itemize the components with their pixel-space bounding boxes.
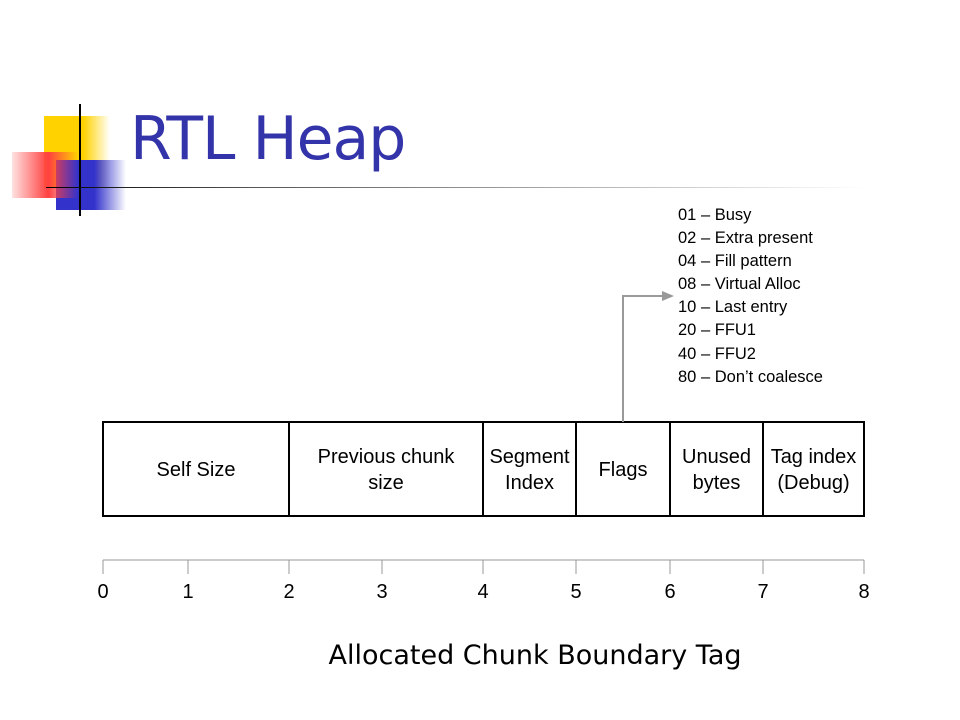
field-label: Unused xyxy=(682,446,751,468)
field-segment-index xyxy=(483,422,576,516)
tick-label: 6 xyxy=(664,581,676,603)
flag-item: 02 – Extra present xyxy=(678,229,813,248)
arrow-head xyxy=(662,291,674,301)
field-label: size xyxy=(368,472,404,494)
flag-item: 40 – FFU2 xyxy=(678,344,756,363)
tick-label: 3 xyxy=(376,581,388,603)
field-label: (Debug) xyxy=(777,472,850,494)
flag-item: 04 – Fill pattern xyxy=(678,252,792,271)
flag-item: 20 – FFU1 xyxy=(678,321,756,340)
tick-label: 0 xyxy=(97,581,109,603)
field-tag-index-debug xyxy=(763,422,864,516)
field-label: Flags xyxy=(598,459,648,481)
flags-arrow xyxy=(623,291,674,422)
field-unused-bytes xyxy=(670,422,763,516)
byte-axis xyxy=(97,560,869,603)
field-self-size xyxy=(103,422,289,516)
tick-label: 2 xyxy=(283,581,295,603)
flag-item: 80 – Don’t coalesce xyxy=(678,367,823,386)
field-previous-chunk-size xyxy=(289,422,483,516)
tick-label: 7 xyxy=(757,581,769,603)
field-label: bytes xyxy=(692,472,741,494)
page-title: RTL Heap xyxy=(130,104,406,174)
field-flags xyxy=(576,422,670,516)
tick-label: 4 xyxy=(477,581,489,603)
field-box xyxy=(483,422,576,516)
field-box xyxy=(763,422,864,516)
tick-label: 5 xyxy=(570,581,582,603)
field-label: Self Size xyxy=(156,459,236,481)
field-box xyxy=(289,422,483,516)
flag-item: 08 – Virtual Alloc xyxy=(678,275,801,294)
tick-label: 1 xyxy=(182,581,194,603)
flag-item: 10 – Last entry xyxy=(678,298,788,317)
flag-item: 01 – Busy xyxy=(678,206,752,224)
field-label: Segment xyxy=(489,446,570,468)
tick-label: 8 xyxy=(858,581,870,603)
fields-layer xyxy=(103,422,864,516)
diagram-caption: Allocated Chunk Boundary Tag xyxy=(328,640,742,671)
arrow-line xyxy=(623,296,664,422)
field-label: Index xyxy=(505,472,554,494)
field-box xyxy=(670,422,763,516)
field-label: Previous chunk xyxy=(317,446,455,468)
field-label: Tag index xyxy=(770,446,857,468)
